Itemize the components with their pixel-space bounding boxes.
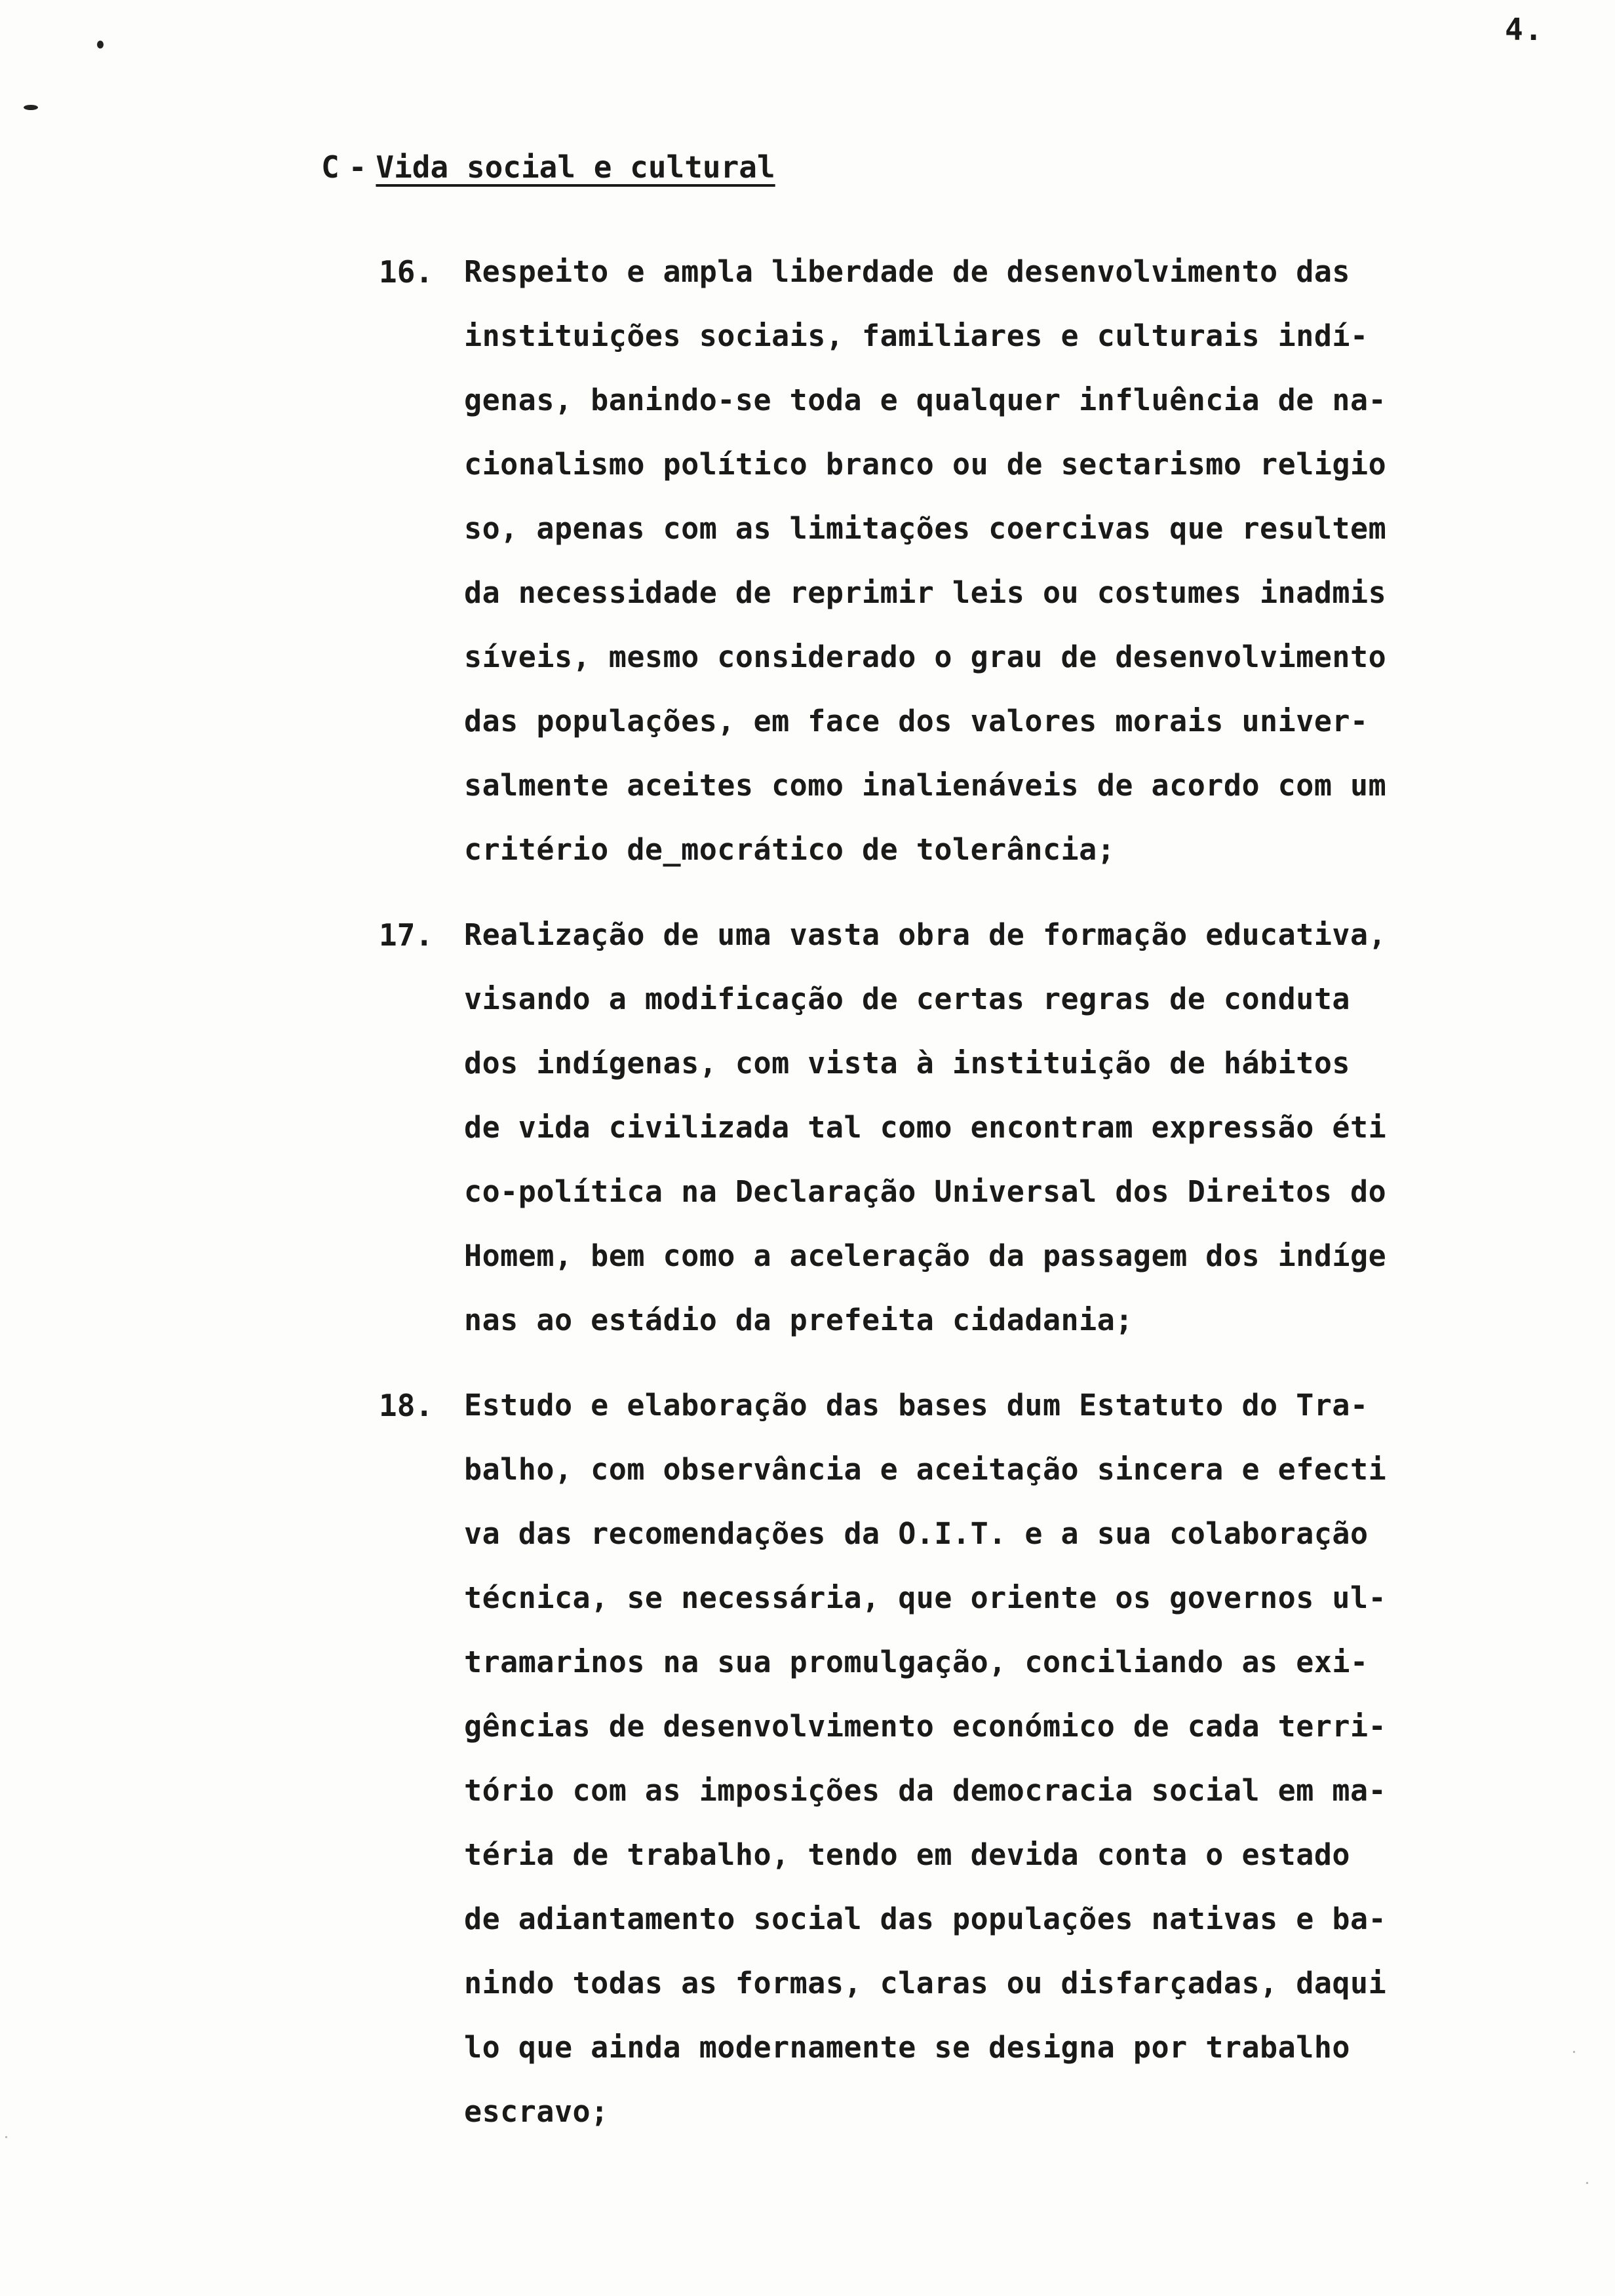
page-number: 4. xyxy=(1505,12,1544,47)
paragraph-line: da necessidade de reprimir leis ou costumes inadmis xyxy=(464,575,1387,610)
paragraph-line: gências de desenvolvimento económico de cada terri- xyxy=(464,1709,1387,1744)
section-heading xyxy=(321,149,775,185)
paragraph-line: escravo; xyxy=(464,2094,609,2129)
section-title: Vida social e cultural xyxy=(376,149,775,185)
scan-speck xyxy=(5,2136,7,2138)
paragraph-line: va das recomendações da O.I.T. e a sua colaboração xyxy=(464,1516,1369,1551)
scan-speck xyxy=(1573,2051,1575,2053)
paragraph-line: cionalismo político branco ou de sectarismo religio xyxy=(464,447,1387,482)
paragraph-line: Realização de uma vasta obra de formação educativa, xyxy=(464,917,1387,952)
paragraph-line: nindo todas as formas, claras ou disfarçadas, daqui xyxy=(464,1966,1387,2000)
paragraph-line: instituições sociais, familiares e culturais indí- xyxy=(464,318,1369,353)
section-dash: - xyxy=(348,149,367,185)
paragraph-line: Respeito e ampla liberdade de desenvolvimento das xyxy=(464,254,1351,289)
paragraph-line: visando a modificação de certas regras de conduta xyxy=(464,982,1351,1016)
paragraph-line: lo que ainda modernamente se designa por trabalho xyxy=(464,2030,1351,2065)
paragraph-line: Homem, bem como a aceleração da passagem dos indíge xyxy=(464,1238,1387,1273)
paragraph-line: técnica, se necessária, que oriente os governos ul- xyxy=(464,1580,1387,1615)
paragraph-line: balho, com observância e aceitação sincera e efecti xyxy=(464,1452,1387,1487)
scan-mark-dash xyxy=(24,105,38,110)
scan-speck xyxy=(1586,2182,1588,2184)
item-number: 16. xyxy=(379,254,434,290)
paragraph-line: tório com as imposições da democracia social em ma- xyxy=(464,1773,1387,1808)
scan-mark-dot xyxy=(97,41,104,48)
paragraph-line: so, apenas com as limitações coercivas que resultem xyxy=(464,511,1387,546)
paragraph-line: critério de_mocrático de tolerância; xyxy=(464,832,1116,867)
paragraph-line: nas ao estádio da prefeita cidadania; xyxy=(464,1303,1133,1337)
paragraph-line: das populações, em face dos valores morais univer- xyxy=(464,704,1369,738)
item-number: 18. xyxy=(379,1388,434,1423)
paragraph-line: tramarinos na sua promulgação, conciliando as exi- xyxy=(464,1645,1369,1679)
paragraph-line: téria de trabalho, tendo em devida conta o estado xyxy=(464,1837,1351,1872)
item-number: 17. xyxy=(379,917,434,953)
paragraph-line: de adiantamento social das populações nativas e ba- xyxy=(464,1902,1387,1936)
section-letter: C xyxy=(321,149,340,185)
paragraph-line: de vida civilizada tal como encontram expressão éti xyxy=(464,1110,1387,1145)
paragraph-line: Estudo e elaboração das bases dum Estatuto do Tra- xyxy=(464,1388,1369,1423)
paragraph-line: genas, banindo-se toda e qualquer influência de na- xyxy=(464,383,1387,417)
paragraph-line: salmente aceites como inalienáveis de acordo com um xyxy=(464,768,1387,803)
paragraph-line: co-política na Declaração Universal dos Direitos do xyxy=(464,1174,1387,1209)
paragraph-line: dos indígenas, com vista à instituição de hábitos xyxy=(464,1046,1351,1081)
paragraph-line: síveis, mesmo considerado o grau de desenvolvimento xyxy=(464,640,1387,674)
